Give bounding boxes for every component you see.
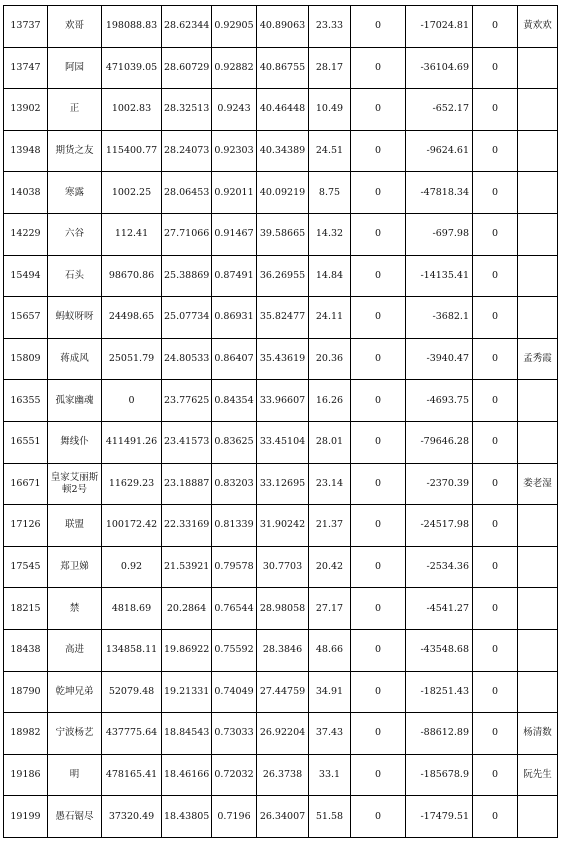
metric-c-cell: 35.82477 xyxy=(257,297,309,339)
metric-f-cell: 0 xyxy=(473,754,518,796)
metric-b-cell: 0.9243 xyxy=(212,89,257,131)
metric-c-cell: 40.09219 xyxy=(257,172,309,214)
metric-e-cell: 0 xyxy=(351,89,406,131)
nickname-cell: 郑卫娣 xyxy=(48,546,102,588)
metric-a-cell: 18.43805 xyxy=(162,796,212,838)
note-cell xyxy=(518,671,558,713)
nickname-cell: 禁 xyxy=(48,588,102,630)
metric-d-cell: 33.1 xyxy=(309,754,351,796)
account-id-cell: 16355 xyxy=(4,380,48,422)
metric-b-cell: 0.72032 xyxy=(212,754,257,796)
nickname-cell: 乾坤兄弟 xyxy=(48,671,102,713)
account-id-cell: 13948 xyxy=(4,130,48,172)
metric-a-cell: 22.33169 xyxy=(162,505,212,547)
account-id-cell: 18438 xyxy=(4,629,48,671)
metric-c-cell: 36.26955 xyxy=(257,255,309,297)
metric-f-cell: 0 xyxy=(473,463,518,505)
balance-cell: 0.92 xyxy=(102,546,162,588)
metric-b-cell: 0.92011 xyxy=(212,172,257,214)
metric-f-cell: 0 xyxy=(473,89,518,131)
metric-a-cell: 25.07734 xyxy=(162,297,212,339)
table-row xyxy=(4,6,558,48)
metric-a-cell: 23.18887 xyxy=(162,463,212,505)
metric-d-cell: 34.91 xyxy=(309,671,351,713)
metric-b-cell: 0.86931 xyxy=(212,297,257,339)
profit-loss-cell: -9624.61 xyxy=(406,130,473,172)
metric-b-cell: 0.92882 xyxy=(212,47,257,89)
metric-f-cell: 0 xyxy=(473,130,518,172)
balance-cell: 1002.83 xyxy=(102,89,162,131)
account-id-cell: 13747 xyxy=(4,47,48,89)
profit-loss-cell: -36104.69 xyxy=(406,47,473,89)
balance-cell: 98670.86 xyxy=(102,255,162,297)
metric-b-cell: 0.73033 xyxy=(212,713,257,755)
nickname-cell: 欢哥 xyxy=(48,6,102,48)
profit-loss-cell: -17479.51 xyxy=(406,796,473,838)
metric-b-cell: 0.7196 xyxy=(212,796,257,838)
metric-a-cell: 23.41573 xyxy=(162,421,212,463)
metric-e-cell: 0 xyxy=(351,380,406,422)
account-id-cell: 16551 xyxy=(4,421,48,463)
metric-c-cell: 28.98058 xyxy=(257,588,309,630)
metric-c-cell: 33.96607 xyxy=(257,380,309,422)
metric-c-cell: 26.34007 xyxy=(257,796,309,838)
metric-a-cell: 25.38869 xyxy=(162,255,212,297)
account-id-cell: 16671 xyxy=(4,463,48,505)
metric-e-cell: 0 xyxy=(351,713,406,755)
metric-e-cell: 0 xyxy=(351,6,406,48)
metric-d-cell: 8.75 xyxy=(309,172,351,214)
metric-b-cell: 0.87491 xyxy=(212,255,257,297)
metric-c-cell: 26.3738 xyxy=(257,754,309,796)
metric-e-cell: 0 xyxy=(351,255,406,297)
profit-loss-cell: -47818.34 xyxy=(406,172,473,214)
profit-loss-cell: -88612.89 xyxy=(406,713,473,755)
table-row xyxy=(4,255,558,297)
balance-cell: 4818.69 xyxy=(102,588,162,630)
metric-b-cell: 0.83625 xyxy=(212,421,257,463)
metric-a-cell: 28.32513 xyxy=(162,89,212,131)
metric-a-cell: 21.53921 xyxy=(162,546,212,588)
metric-c-cell: 39.58665 xyxy=(257,213,309,255)
metric-d-cell: 20.36 xyxy=(309,338,351,380)
table-row xyxy=(4,130,558,172)
profit-loss-cell: -14135.41 xyxy=(406,255,473,297)
table-row xyxy=(4,546,558,588)
profit-loss-cell: -2370.39 xyxy=(406,463,473,505)
metric-f-cell: 0 xyxy=(473,796,518,838)
note-cell xyxy=(518,297,558,339)
account-id-cell: 19199 xyxy=(4,796,48,838)
note-cell: 阮先生 xyxy=(518,754,558,796)
note-cell xyxy=(518,796,558,838)
table-row xyxy=(4,505,558,547)
account-id-cell: 17545 xyxy=(4,546,48,588)
account-id-cell: 15494 xyxy=(4,255,48,297)
note-cell: 孟秀霞 xyxy=(518,338,558,380)
metric-a-cell: 18.46166 xyxy=(162,754,212,796)
nickname-cell: 舞线仆 xyxy=(48,421,102,463)
metric-c-cell: 30.7703 xyxy=(257,546,309,588)
note-cell xyxy=(518,255,558,297)
table-row xyxy=(4,796,558,838)
metric-b-cell: 0.83203 xyxy=(212,463,257,505)
metric-b-cell: 0.86407 xyxy=(212,338,257,380)
metric-d-cell: 23.33 xyxy=(309,6,351,48)
metric-c-cell: 33.45104 xyxy=(257,421,309,463)
metric-f-cell: 0 xyxy=(473,421,518,463)
metric-e-cell: 0 xyxy=(351,505,406,547)
balance-cell: 112.41 xyxy=(102,213,162,255)
metric-e-cell: 0 xyxy=(351,463,406,505)
metric-d-cell: 20.42 xyxy=(309,546,351,588)
metric-a-cell: 28.24073 xyxy=(162,130,212,172)
metric-d-cell: 14.84 xyxy=(309,255,351,297)
metric-a-cell: 19.21331 xyxy=(162,671,212,713)
balance-cell: 0 xyxy=(102,380,162,422)
table-row xyxy=(4,297,558,339)
nickname-cell: 明 xyxy=(48,754,102,796)
metric-f-cell: 0 xyxy=(473,380,518,422)
table-row xyxy=(4,213,558,255)
metric-c-cell: 28.3846 xyxy=(257,629,309,671)
nickname-cell: 孤家幽魂 xyxy=(48,380,102,422)
note-cell xyxy=(518,546,558,588)
nickname-cell: 阿园 xyxy=(48,47,102,89)
metric-d-cell: 37.43 xyxy=(309,713,351,755)
metric-e-cell: 0 xyxy=(351,588,406,630)
metric-c-cell: 26.92204 xyxy=(257,713,309,755)
note-cell: 杨清数 xyxy=(518,713,558,755)
metric-b-cell: 0.92303 xyxy=(212,130,257,172)
account-id-cell: 17126 xyxy=(4,505,48,547)
profit-loss-cell: -18251.43 xyxy=(406,671,473,713)
account-id-cell: 14229 xyxy=(4,213,48,255)
nickname-cell: 高进 xyxy=(48,629,102,671)
metric-a-cell: 28.60729 xyxy=(162,47,212,89)
metric-c-cell: 35.43619 xyxy=(257,338,309,380)
profit-loss-cell: -3682.1 xyxy=(406,297,473,339)
note-cell xyxy=(518,130,558,172)
balance-cell: 52079.48 xyxy=(102,671,162,713)
metric-f-cell: 0 xyxy=(473,47,518,89)
note-cell xyxy=(518,629,558,671)
account-id-cell: 14038 xyxy=(4,172,48,214)
nickname-cell: 寒露 xyxy=(48,172,102,214)
metric-b-cell: 0.84354 xyxy=(212,380,257,422)
metric-b-cell: 0.76544 xyxy=(212,588,257,630)
metric-e-cell: 0 xyxy=(351,754,406,796)
balance-cell: 24498.65 xyxy=(102,297,162,339)
metric-f-cell: 0 xyxy=(473,255,518,297)
profit-loss-cell: -24517.98 xyxy=(406,505,473,547)
metric-d-cell: 24.11 xyxy=(309,297,351,339)
metric-d-cell: 51.58 xyxy=(309,796,351,838)
metric-d-cell: 10.49 xyxy=(309,89,351,131)
metric-d-cell: 16.26 xyxy=(309,380,351,422)
metric-e-cell: 0 xyxy=(351,172,406,214)
metric-c-cell: 27.44759 xyxy=(257,671,309,713)
nickname-cell: 联盟 xyxy=(48,505,102,547)
balance-cell: 115400.77 xyxy=(102,130,162,172)
metric-b-cell: 0.75592 xyxy=(212,629,257,671)
balance-cell: 25051.79 xyxy=(102,338,162,380)
profit-loss-cell: -17024.81 xyxy=(406,6,473,48)
balance-cell: 437775.64 xyxy=(102,713,162,755)
metric-f-cell: 0 xyxy=(473,713,518,755)
account-id-cell: 15809 xyxy=(4,338,48,380)
metric-c-cell: 33.12695 xyxy=(257,463,309,505)
metric-b-cell: 0.92905 xyxy=(212,6,257,48)
table-row xyxy=(4,463,558,505)
note-cell: 黄欢欢 xyxy=(518,6,558,48)
metric-a-cell: 27.71066 xyxy=(162,213,212,255)
account-id-cell: 19186 xyxy=(4,754,48,796)
metric-b-cell: 0.81339 xyxy=(212,505,257,547)
nickname-cell: 六谷 xyxy=(48,213,102,255)
metric-d-cell: 24.51 xyxy=(309,130,351,172)
account-id-cell: 18982 xyxy=(4,713,48,755)
metric-f-cell: 0 xyxy=(473,546,518,588)
metric-d-cell: 27.17 xyxy=(309,588,351,630)
metric-e-cell: 0 xyxy=(351,213,406,255)
balance-cell: 11629.23 xyxy=(102,463,162,505)
metric-f-cell: 0 xyxy=(473,297,518,339)
note-cell xyxy=(518,505,558,547)
metric-f-cell: 0 xyxy=(473,213,518,255)
balance-cell: 100172.42 xyxy=(102,505,162,547)
account-id-cell: 18790 xyxy=(4,671,48,713)
metric-a-cell: 18.84543 xyxy=(162,713,212,755)
table-body xyxy=(4,6,558,838)
balance-cell: 198088.83 xyxy=(102,6,162,48)
metric-e-cell: 0 xyxy=(351,47,406,89)
account-id-cell: 13737 xyxy=(4,6,48,48)
table-row xyxy=(4,89,558,131)
account-id-cell: 18215 xyxy=(4,588,48,630)
profit-loss-cell: -4541.27 xyxy=(406,588,473,630)
note-cell: 娄老湿 xyxy=(518,463,558,505)
metric-d-cell: 23.14 xyxy=(309,463,351,505)
metric-e-cell: 0 xyxy=(351,629,406,671)
metric-f-cell: 0 xyxy=(473,588,518,630)
profit-loss-cell: -43548.68 xyxy=(406,629,473,671)
metric-e-cell: 0 xyxy=(351,297,406,339)
metric-e-cell: 0 xyxy=(351,130,406,172)
metric-a-cell: 28.62344 xyxy=(162,6,212,48)
metric-c-cell: 40.86755 xyxy=(257,47,309,89)
nickname-cell: 石头 xyxy=(48,255,102,297)
table-row xyxy=(4,588,558,630)
metric-d-cell: 21.37 xyxy=(309,505,351,547)
metric-d-cell: 48.66 xyxy=(309,629,351,671)
note-cell xyxy=(518,89,558,131)
profit-loss-cell: -2534.36 xyxy=(406,546,473,588)
note-cell xyxy=(518,380,558,422)
balance-cell: 478165.41 xyxy=(102,754,162,796)
table-row xyxy=(4,671,558,713)
table-row xyxy=(4,172,558,214)
nickname-cell: 蚂蚁呀呀 xyxy=(48,297,102,339)
metric-f-cell: 0 xyxy=(473,629,518,671)
metric-a-cell: 20.2864 xyxy=(162,588,212,630)
metric-c-cell: 40.46448 xyxy=(257,89,309,131)
metric-e-cell: 0 xyxy=(351,796,406,838)
profit-loss-cell: -185678.9 xyxy=(406,754,473,796)
table-row xyxy=(4,754,558,796)
metric-e-cell: 0 xyxy=(351,338,406,380)
metric-a-cell: 19.86922 xyxy=(162,629,212,671)
table-row xyxy=(4,47,558,89)
nickname-cell: 宁波杨艺 xyxy=(48,713,102,755)
balance-cell: 1002.25 xyxy=(102,172,162,214)
profit-loss-cell: -4693.75 xyxy=(406,380,473,422)
metric-b-cell: 0.79578 xyxy=(212,546,257,588)
metric-f-cell: 0 xyxy=(473,6,518,48)
balance-cell: 37320.49 xyxy=(102,796,162,838)
profit-loss-cell: -79646.28 xyxy=(406,421,473,463)
profit-loss-cell: -652.17 xyxy=(406,89,473,131)
table-row xyxy=(4,629,558,671)
note-cell xyxy=(518,172,558,214)
account-id-cell: 13902 xyxy=(4,89,48,131)
metric-a-cell: 24.80533 xyxy=(162,338,212,380)
metric-b-cell: 0.74049 xyxy=(212,671,257,713)
metric-e-cell: 0 xyxy=(351,546,406,588)
account-id-cell: 15657 xyxy=(4,297,48,339)
metric-f-cell: 0 xyxy=(473,505,518,547)
metric-c-cell: 40.89063 xyxy=(257,6,309,48)
metric-e-cell: 0 xyxy=(351,421,406,463)
metric-f-cell: 0 xyxy=(473,338,518,380)
nickname-cell: 期货之友 xyxy=(48,130,102,172)
nickname-cell: 正 xyxy=(48,89,102,131)
nickname-cell: 蒋成风 xyxy=(48,338,102,380)
balance-cell: 471039.05 xyxy=(102,47,162,89)
metric-f-cell: 0 xyxy=(473,172,518,214)
metric-c-cell: 40.34389 xyxy=(257,130,309,172)
note-cell xyxy=(518,588,558,630)
nickname-cell: 皇家艾丽斯顿2号 xyxy=(48,463,102,505)
metric-a-cell: 28.06453 xyxy=(162,172,212,214)
metric-a-cell: 23.77625 xyxy=(162,380,212,422)
note-cell xyxy=(518,421,558,463)
note-cell xyxy=(518,47,558,89)
table-row xyxy=(4,380,558,422)
metric-e-cell: 0 xyxy=(351,671,406,713)
table-row xyxy=(4,338,558,380)
balance-cell: 411491.26 xyxy=(102,421,162,463)
metric-d-cell: 28.17 xyxy=(309,47,351,89)
table-row xyxy=(4,713,558,755)
metric-d-cell: 28.01 xyxy=(309,421,351,463)
metric-c-cell: 31.90242 xyxy=(257,505,309,547)
table-row xyxy=(4,421,558,463)
ranking-table xyxy=(3,5,558,838)
metric-f-cell: 0 xyxy=(473,671,518,713)
metric-d-cell: 14.32 xyxy=(309,213,351,255)
profit-loss-cell: -697.98 xyxy=(406,213,473,255)
note-cell xyxy=(518,213,558,255)
nickname-cell: 愚石锯尽 xyxy=(48,796,102,838)
profit-loss-cell: -3940.47 xyxy=(406,338,473,380)
metric-b-cell: 0.91467 xyxy=(212,213,257,255)
balance-cell: 134858.11 xyxy=(102,629,162,671)
